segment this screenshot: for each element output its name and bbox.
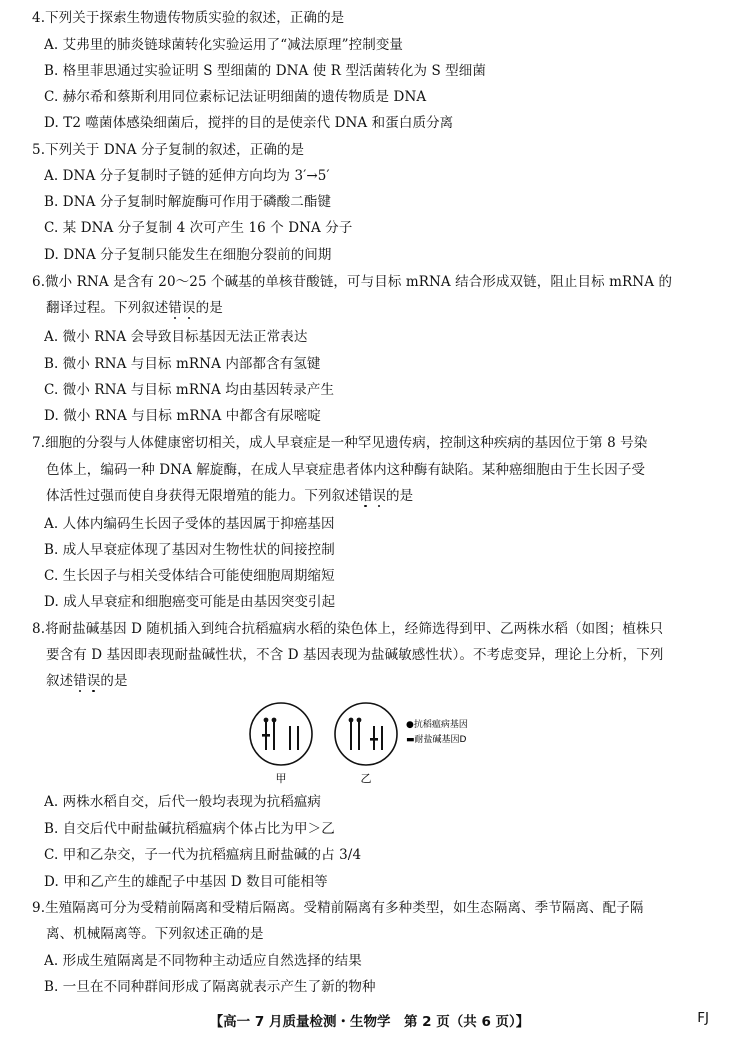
emphasis-char: 误 <box>372 488 387 504</box>
question-7-option-d: D. 成人早衰症和细胞癌变可能是由基因突变引起 <box>44 594 336 610</box>
question-7-option-b: B. 成人早衰症体现了基因对生物性状的间接控制 <box>44 542 335 558</box>
question-5-option-a: A. DNA 分子复制时子链的延伸方向均为 3′→5′ <box>44 168 330 184</box>
legend-resistance-gene: ●抗稻瘟病基因 <box>406 720 468 730</box>
question-7-stem-line-1: 7.细胞的分裂与人体健康密切相关，成人早衰症是一种罕见遗传病，控制这种疾病的基因位于第 8 号染 <box>32 435 648 451</box>
label-yi: 乙 <box>360 772 372 785</box>
emphasis-char: 误 <box>86 673 101 689</box>
question-7-stem-line-2: 色体上，编码一种 DNA 解旋酶，在成人早衰症患者体内这种酶有缺陷。某种癌细胞由于生长因子受 <box>46 462 646 478</box>
question-6-option-c: C. 微小 RNA 与目标 mRNA 均由基因转录产生 <box>44 382 335 398</box>
stem-text: 的是 <box>195 300 223 316</box>
question-8-option-d: D. 甲和乙产生的雄配子中基因 D 数目可能相等 <box>44 874 328 890</box>
question-9-stem-line-2: 离、机械隔离等。下列叙述正确的是 <box>46 926 264 942</box>
question-7-stem-line-3 <box>46 484 736 508</box>
cell-jia-outline <box>250 703 312 765</box>
emphasis-word <box>73 673 100 689</box>
question-8-stem-line-3 <box>46 669 736 693</box>
question-5-option-c: C. 某 DNA 分子复制 4 次可产生 16 个 DNA 分子 <box>44 220 353 236</box>
emphasis-char: 误 <box>182 300 196 316</box>
chromosome-diagram <box>248 698 498 786</box>
question-7-option-c: C. 生长因子与相关受体结合可能使细胞周期缩短 <box>44 568 335 584</box>
question-8-option-a: A. 两株水稻自交，后代一般均表现为抗稻瘟病 <box>44 794 322 810</box>
question-9-stem-line-1: 9.生殖隔离可分为受精前隔离和受精后隔离。受精前隔离有多种类型，如生态隔离、季节隔离、配子隔 <box>32 900 644 916</box>
question-4-option-c: C. 赫尔希和蔡斯利用同位素标记法证明细菌的遗传物质是 DNA <box>44 89 427 105</box>
question-6-option-d: D. 微小 RNA 与目标 mRNA 中都含有尿嘧啶 <box>44 408 321 424</box>
footer-code: FJ <box>697 1010 709 1026</box>
resistance-gene-dot <box>264 718 269 723</box>
salt-tolerance-gene-bar <box>370 738 378 741</box>
question-8-stem-line-1: 8.将耐盐碱基因 D 随机插入到纯合抗稻瘟病水稻的染色体上，经筛选得到甲、乙两株水稻（如图；植株只 <box>32 621 664 637</box>
emphasis-char: 错 <box>358 488 373 504</box>
question-9-option-b: B. 一旦在不同种群间形成了隔离就表示产生了新的物种 <box>44 979 376 995</box>
question-4-option-b: B. 格里菲思通过实验证明 S 型细菌的 DNA 使 R 型活菌转化为 S 型细菌 <box>44 63 486 79</box>
question-8-option-b: B. 自交后代中耐盐碱抗稻瘟病个体占比为甲＞乙 <box>44 821 335 837</box>
emphasis-word <box>359 488 386 504</box>
emphasis-char: 错 <box>168 300 183 316</box>
question-6-stem-line-1: 6.微小 RNA 是含有 20～25 个碱基的单核苷酸链，可与目标 mRNA 结合形成双链，阻止目标 mRNA 的 <box>32 274 673 290</box>
resistance-gene-dot <box>349 718 354 723</box>
stem-text: 的是 <box>386 488 414 504</box>
chromosome-figure <box>248 698 498 786</box>
question-4-option-a: A. 艾弗里的肺炎链球菌转化实验运用了“减法原理”控制变量 <box>44 37 404 53</box>
stem-text: 体活性过强而使自身获得无限增殖的能力。下列叙述 <box>46 488 359 504</box>
question-5-stem: 5.下列关于 DNA 分子复制的叙述，正确的是 <box>32 142 305 158</box>
question-4-option-d: D. T2 噬菌体感染细菌后，搅拌的目的是使亲代 DNA 和蛋白质分离 <box>44 115 454 131</box>
stem-text: 的是 <box>100 673 128 689</box>
stem-text: 翻译过程。下列叙述 <box>46 300 169 316</box>
emphasis-char: 错 <box>73 673 87 689</box>
cell-yi-outline <box>335 703 397 765</box>
label-jia: 甲 <box>275 772 287 785</box>
question-8-stem-line-2: 要含有 D 基因即表现耐盐碱性状，不含 D 基因表现为盐碱敏感性状）。不考虑变异，理论上分析，下列 <box>46 647 664 663</box>
question-8-option-c: C. 甲和乙杂交，子一代为抗稻瘟病且耐盐碱的占 3/4 <box>44 847 362 863</box>
question-4-stem: 4.下列关于探索生物遗传物质实验的叙述，正确的是 <box>32 10 345 26</box>
question-6-option-b: B. 微小 RNA 与目标 mRNA 内部都含有氢键 <box>44 356 321 372</box>
question-7-option-a: A. 人体内编码生长因子受体的基因属于抑癌基因 <box>44 516 335 532</box>
resistance-gene-dot <box>357 718 362 723</box>
question-6-stem-line-2 <box>46 296 736 320</box>
stem-text: 叙述 <box>46 673 74 689</box>
question-9-option-a: A. 形成生殖隔离是不同物种主动适应自然选择的结果 <box>44 953 362 969</box>
salt-tolerance-gene-bar <box>262 734 270 737</box>
resistance-gene-dot <box>272 718 277 723</box>
question-5-option-b: B. DNA 分子复制时解旋酶可作用于磷酸二酯键 <box>44 194 332 210</box>
question-6-option-a: A. 微小 RNA 会导致目标基因无法正常表达 <box>44 329 308 345</box>
legend-salt-tolerance-gene: ▬耐盐碱基因D <box>406 735 467 745</box>
emphasis-word <box>168 300 195 316</box>
question-5-option-d: D. DNA 分子复制只能发生在细胞分裂前的间期 <box>44 247 332 263</box>
page-footer: 【高一 7 月质量检测・生物学 第 2 页（共 6 页）】 <box>209 1014 530 1030</box>
